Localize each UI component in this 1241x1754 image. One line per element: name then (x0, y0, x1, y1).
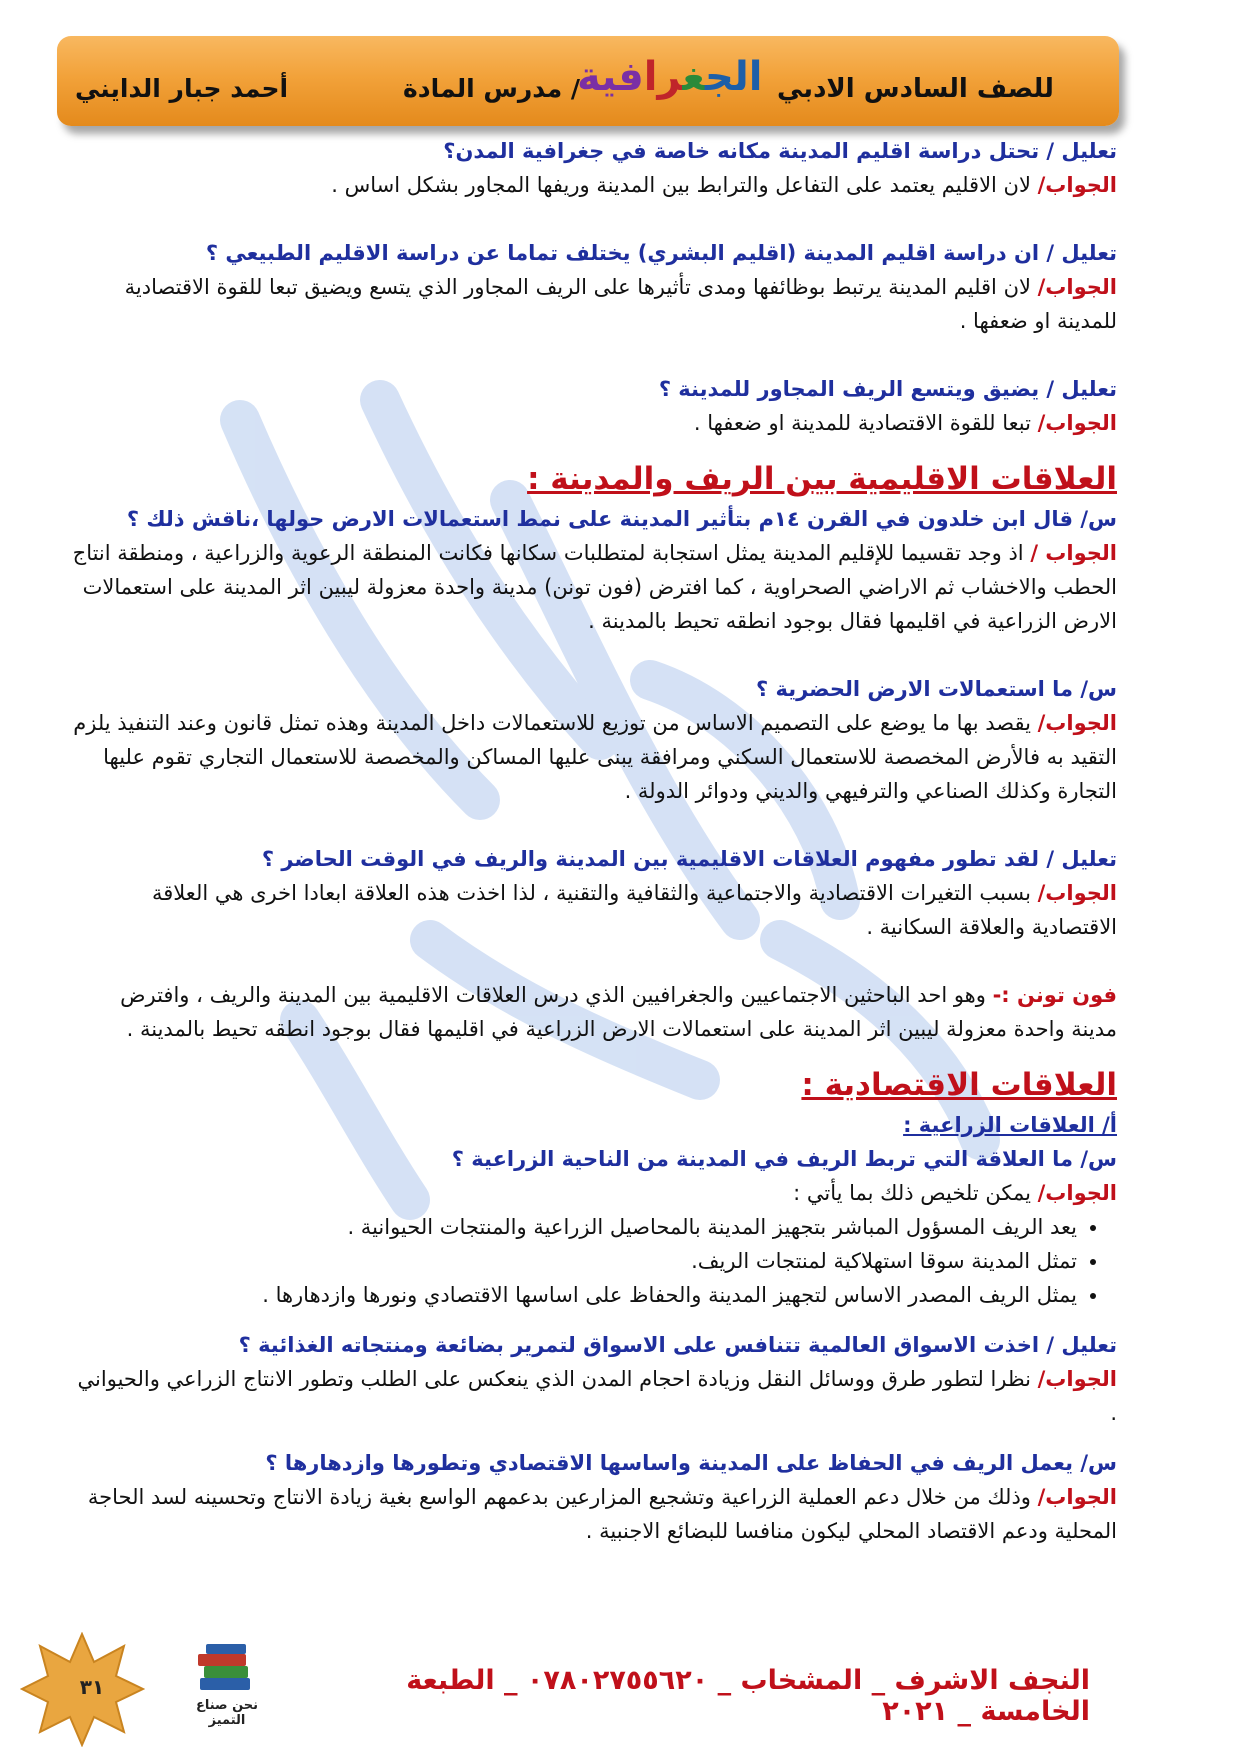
header-banner (57, 36, 1119, 126)
bullet-list (72, 1210, 1117, 1312)
books-logo-icon (190, 1638, 260, 1698)
answer: الجواب/ بسبب التغيرات الاقتصادية والاجتماعية والثقافية والتقنية ، لذا اخذت هذه العلاقة ابعادا اخرى هي العلاقة الاقتصادية والعلاقة السكانية . (151, 881, 1117, 939)
question: تعليل / اخذت الاسواق العالمية تتنافس على الاسواق لتمرير بضائعة ومنتجاته الغذائية ؟ (238, 1333, 1117, 1357)
question: تعليل / يضيق ويتسع الريف المجاور للمدينة ؟ (658, 377, 1117, 401)
answer: الجواب/ نظرا لتطور طرق ووسائل النقل وزيادة احجام المدن الذي ينعكس على الطلب وتطور الانتاج الزراعي والحيواني . (77, 1367, 1117, 1425)
subject-title: الجغرافية (577, 54, 763, 100)
answer: الجواب / اذ وجد تقسيما للإقليم المدينة يمثل استجابة لمتطلبات سكانها فكانت المنطقة الرعوية والزراعية ، ومنطقة انتاج الحطب والاخشاب ثم الاراضي الصحراوية ، كما افترض (فون تونن) مدينة واحدة معزولة ليبين اثر المدينة على استعمالات الارض الزراعية في اقليمها فقال بوجود انطقه تحيط بالمدينة . (72, 541, 1117, 633)
teacher-name: أحمد جبار الدايني (75, 74, 289, 103)
answer: الجواب/ يقصد بها ما يوضع على التصميم الاساس من توزيع للاستعمالات داخل المدينة وهذه تمثل قانون وعند التنفيذ يلزم التقيد به فالأرض المخصصة للاستعمال السكني ومرافقة يبنى عليها المساكن والمخصصة للاستعمال التجاري تقوم عليها التجارة وكذلك الصناعي والترفيهي والديني ودوائر الدولة . (73, 711, 1117, 803)
answer: الجواب/ وذلك من خلال دعم العملية الزراعية وتشجيع المزارعين بدعمهم الواسع بغية زيادة الانتاج وتحسينه لسد الحاجة المحلية ودعم الاقتصاد المحلي ليكون منافسا للبضائع الاجنبية . (87, 1485, 1117, 1543)
list-item: • يمثل الريف المصدر الاساس لتجهيز المدينة والحفاظ على اساسها الاقتصادي ونورها وازدهارها . (72, 1278, 1077, 1312)
question: س/ قال ابن خلدون في القرن ١٤م بتأثير المدينة على نمط استعمالات الارض حولها ،ناقش ذلك ؟ (126, 507, 1117, 531)
question: س/ ما استعمالات الارض الحضرية ؟ (755, 677, 1117, 701)
answer: الجواب/ تبعا للقوة الاقتصادية للمدينة او ضعفها . (693, 411, 1117, 435)
question: تعليل / تحتل دراسة اقليم المدينة مكانه خاصة في جغرافية المدن؟ (443, 139, 1117, 163)
answer: الجواب/ يمكن تلخيص ذلك بما يأتي : (793, 1181, 1117, 1205)
question: تعليل / لقد تطور مفهوم العلاقات الاقليمية بين المدينة والريف في الوقت الحاضر ؟ (261, 847, 1117, 871)
answer: الجواب/ لان الاقليم يعتمد على التفاعل والترابط بين المدينة وريفها المجاور بشكل اساس . (331, 173, 1117, 197)
definition-von-thunen: فون تونن :- وهو احد الباحثين الاجتماعيين والجغرافيين الذي درس العلاقات الاقليمية بين المدينة والريف ، وافترض مدينة واحدة معزولة ليبين اثر المدينة على استعمالات الارض الزراعية في اقليمها فقال بوجود انطقه تحيط بالمدينة . (120, 983, 1117, 1041)
footer-text: النجف الاشرف _ المشخاب _ ٠٧٨٠٢٧٥٥٦٢٠ _ الطبعة الخامسة _ ٢٠٢١ (406, 1665, 1090, 1727)
sub-heading: أ/ العلاقات الزراعية : (903, 1113, 1117, 1137)
list-item: • يعد الريف المسؤول المباشر بتجهيز المدينة بالمحاصيل الزراعية والمنتجات الحيوانية . (72, 1210, 1077, 1244)
class-label: للصف السادس الادبي (777, 74, 1054, 104)
answer: الجواب/ لان اقليم المدينة يرتبط بوظائفها ومدى تأثيرها على الريف المجاور الذي يتسع ويضيق تبعا للقوة الاقتصادية للمدينة او ضعفها . (124, 275, 1117, 333)
question: س/ ما العلاقة التي تربط الريف في المدينة من الناحية الزراعية ؟ (451, 1147, 1117, 1171)
list-item: • تمثل المدينة سوقا استهلاكية لمنتجات الريف. (72, 1244, 1077, 1278)
slogan: نحن صناع التميز (195, 1698, 259, 1728)
teacher-label: مدرس المادة / (403, 74, 581, 103)
section-heading: العلاقات الاقتصادية : (801, 1067, 1117, 1103)
page-content (72, 134, 1117, 1548)
page-number: ٣١ (79, 1675, 105, 1699)
question: تعليل / ان دراسة اقليم المدينة (اقليم البشري) يختلف تماما عن دراسة الاقليم الطبيعي ؟ (205, 241, 1117, 265)
section-heading: العلاقات الاقليمية بين الريف والمدينة : (527, 461, 1117, 497)
question: س/ يعمل الريف في الحفاظ على المدينة واساسها الاقتصادي وتطورها وازدهارها ؟ (265, 1451, 1117, 1475)
